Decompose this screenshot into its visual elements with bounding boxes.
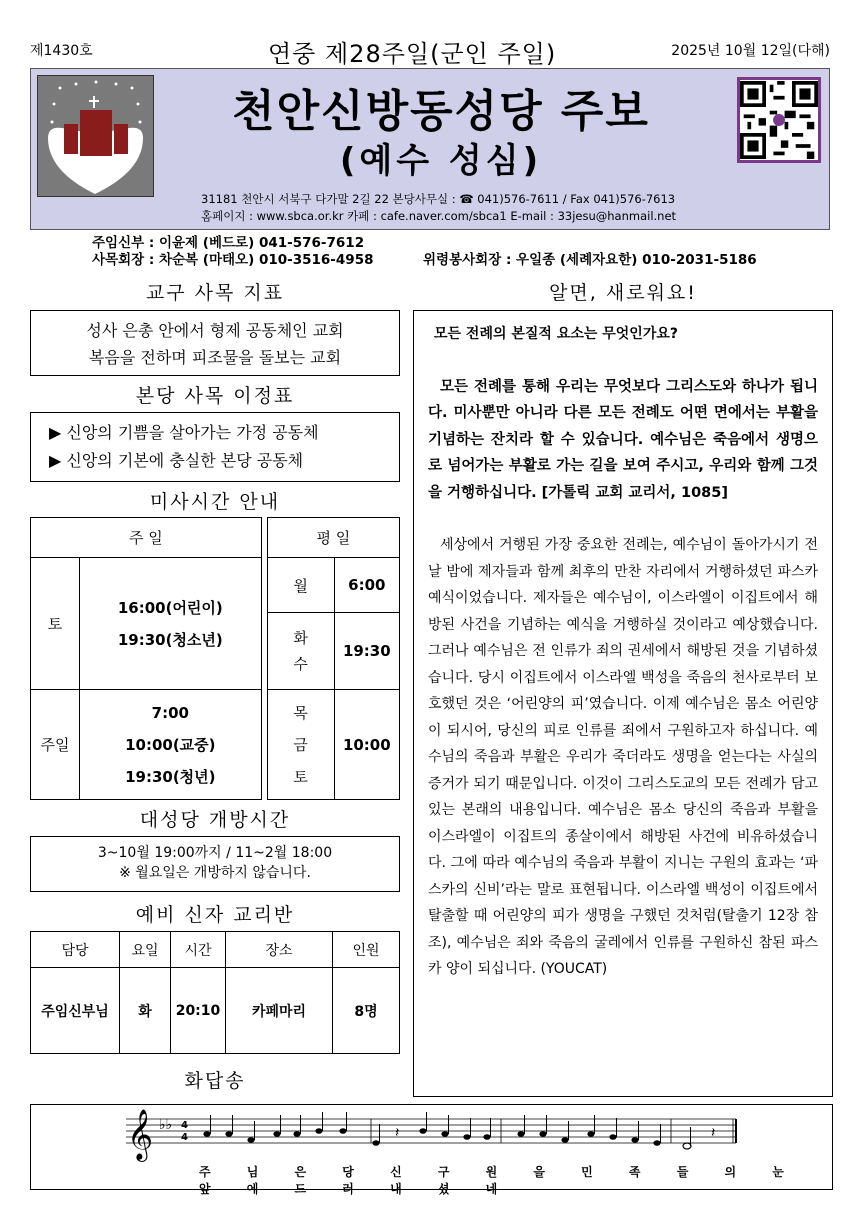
monday-time: 6:00 — [334, 558, 399, 613]
article-paragraph: 세상에서 거행된 가장 중요한 전례는, 예수님이 돌아가시기 전날 밤에 제자들과 함께 최후의 만찬 자리에서 거행하셨던 파스카 예식이었습니다. 제자들은 예수님이, 이스라엘이 이집트에서 해방된 사건을 기념하는 예식을 거행하실 것이라고 예상했습니다. 그러나 예수님은 전 인류가 죄의 권세에서 해방된 것을 기념하셨습니다. 당시 이집트에서 이스라엘 백성을 죽음의 천사로부터 보호했던 것은 ‘어린양의 피’였습니다. 이제 예수님은 몸소 어린양이 되시어, 당신의 피로 인류를 죄에서 구원하고자 하십니다. 예수님의 죽음과 부활은 우리가 죽더라도 생명을 얻는다는 사실의 증거가 되기 때문입니다. 이것이 그리스도교의 모든 전례가 담고 있는 본래의 내용입니다. 예수님은 몸소 당신의 죽음과 부활을 이스라엘이 이집트의 종살이에서 해방된 사건에 비유하셨습니다. 그에 따라 예수님의 죽음과 부활이 지니는 구원의 효과는 ‘파스카의 신비’라는 말로 표현됩니다. 이스라엘 백성이 이집트에서 탈출할 때 어린양의 피가 생명을 구했던 것처럼(탈출기 12장 참조), 예수님은 죄와 죽음의 굴레에서 인류를 구원하신 참된 파스카 양이 되십니다. (YOUCAT) — [428, 537, 818, 977]
diocese-goal-line: 성사 은총 안에서 형제 공동체인 교회 — [86, 321, 344, 340]
contact-info — [201, 191, 676, 225]
column-header: 요일 — [120, 932, 171, 968]
mass-schedule-heading: 미사시간 안내 — [149, 491, 281, 513]
weekday-mass-header: 평 일 — [267, 518, 399, 558]
president-info: 사목회장 : 차순복 (마태오) 010-3516-4958 — [92, 252, 374, 268]
liturgical-sunday: 연중 제28주일(군인 주일) — [268, 40, 557, 68]
column-header: 인원 — [333, 932, 400, 968]
saturday-label: 토 — [31, 558, 80, 690]
church-open-box — [30, 836, 400, 892]
article-box — [413, 310, 833, 1097]
table-cell: 20:10 — [171, 968, 226, 1054]
hymn-heading: 화답송 — [184, 1070, 246, 1092]
hymn-lyrics: 주 님 은 당 신 구 원 을 민 족 들 의 눈 앞 에 드 러 내 셨 네 — [199, 1165, 793, 1196]
article-paragraph: 모든 전례를 통해 우리는 무엇보다 그리스도와 하나가 됩니다. 미사뿐만 아니라 다른 모든 전례도 어떤 면에서는 부활을 기념하는 잔치라 할 수 있습니다. 예수님은 죽음에서 생명으로 넘어가는 부활로 가는 길을 보여 주시고, 우리와 함께 그것을 거행하십니다. [가톨릭 교회 교리서, 1085] — [428, 378, 818, 501]
diocese-goal-heading: 교구 사목 지표 — [145, 282, 285, 304]
committee-info: 위령봉사회장 : 우일종 (세례자요한) 010-2031-5186 — [423, 252, 757, 268]
church-open-line: ※ 월요일은 개방하지 않습니다. — [119, 865, 311, 881]
sunday-times: 7:00 10:00(교중) 19:30(청년) — [80, 690, 262, 800]
bulletin-banner — [30, 68, 830, 230]
svg-text:𝄞: 𝄞 — [127, 1109, 154, 1160]
parish-goal-heading: 본당 사목 이정표 — [135, 385, 295, 407]
parish-goal-item: ▶ 신앙의 기쁨을 살아가는 가정 공동체 — [49, 423, 319, 442]
catechism-heading: 예비 신자 교리반 — [135, 904, 295, 926]
mass-schedule-table — [30, 517, 400, 800]
issue-number: 제1430호 — [30, 43, 93, 59]
bulletin-title: 천안신방동성당 주보 — [232, 86, 650, 137]
bulletin-subtitle: (예수 성심) — [339, 141, 543, 181]
table-cell: 8명 — [333, 968, 400, 1054]
monday-label: 월 — [267, 558, 334, 613]
table-cell: 카페마리 — [226, 968, 333, 1054]
catechism-table — [30, 931, 400, 1054]
diocese-goal-line: 복음을 전하며 피조물을 돌보는 교회 — [88, 348, 342, 367]
column-header: 담당 — [31, 932, 120, 968]
address-line: 31181 천안시 서북구 다가말 2길 22 본당사무실 : ☎ 041)576-7611 / Fax 041)576-7613 — [201, 192, 676, 206]
web-line: 홈페이지 : www.sbca.or.kr 카페 : cafe.naver.com/sbca1 E-mail : 33jesu@hanmail.net — [201, 209, 677, 223]
column-header: 시간 — [171, 932, 226, 968]
parish-logo — [37, 75, 154, 197]
svg-text:4: 4 — [181, 1120, 188, 1131]
staff-info — [30, 232, 830, 270]
svg-text:♭♭: ♭♭ — [159, 1117, 173, 1133]
parish-goal-item: ▶ 신앙의 기본에 충실한 본당 공동체 — [49, 451, 304, 470]
table-cell: 화 — [120, 968, 171, 1054]
hymn-score — [30, 1104, 833, 1196]
sunday-label: 주일 — [31, 690, 80, 800]
church-open-heading: 대성당 개방시간 — [139, 809, 291, 831]
svg-text:4: 4 — [181, 1132, 188, 1143]
tue-wed-time: 19:30 — [334, 613, 399, 690]
pastor-info: 주임신부 : 이윤제 (베드로) 041-576-7612 — [92, 235, 365, 251]
article-heading: 알면, 새로워요! — [549, 282, 697, 304]
article-question: 모든 전례의 본질적 요소는 무엇인가요? — [434, 326, 679, 342]
column-header: 장소 — [226, 932, 333, 968]
svg-text:𝄽: 𝄽 — [395, 1125, 400, 1141]
music-staff — [31, 1105, 834, 1165]
parish-goal-box — [30, 412, 400, 482]
top-line — [30, 34, 830, 68]
tue-wed-label: 화 수 — [267, 613, 334, 690]
sunday-mass-header: 주 일 — [31, 518, 262, 558]
svg-text:𝄽: 𝄽 — [711, 1125, 716, 1141]
bulletin-date: 2025년 10월 12일(다해) — [671, 43, 830, 59]
thu-fri-sat-label: 목 금 토 — [267, 690, 334, 800]
table-cell: 주임신부님 — [31, 968, 120, 1054]
saturday-times: 16:00(어린이) 19:30(청소년) — [80, 558, 262, 690]
qr-code-icon — [737, 77, 821, 163]
church-open-line: 3~10월 19:00까지 / 11~2월 18:00 — [97, 845, 333, 861]
diocese-goal-box — [30, 310, 400, 376]
thu-fri-sat-time: 10:00 — [334, 690, 399, 800]
